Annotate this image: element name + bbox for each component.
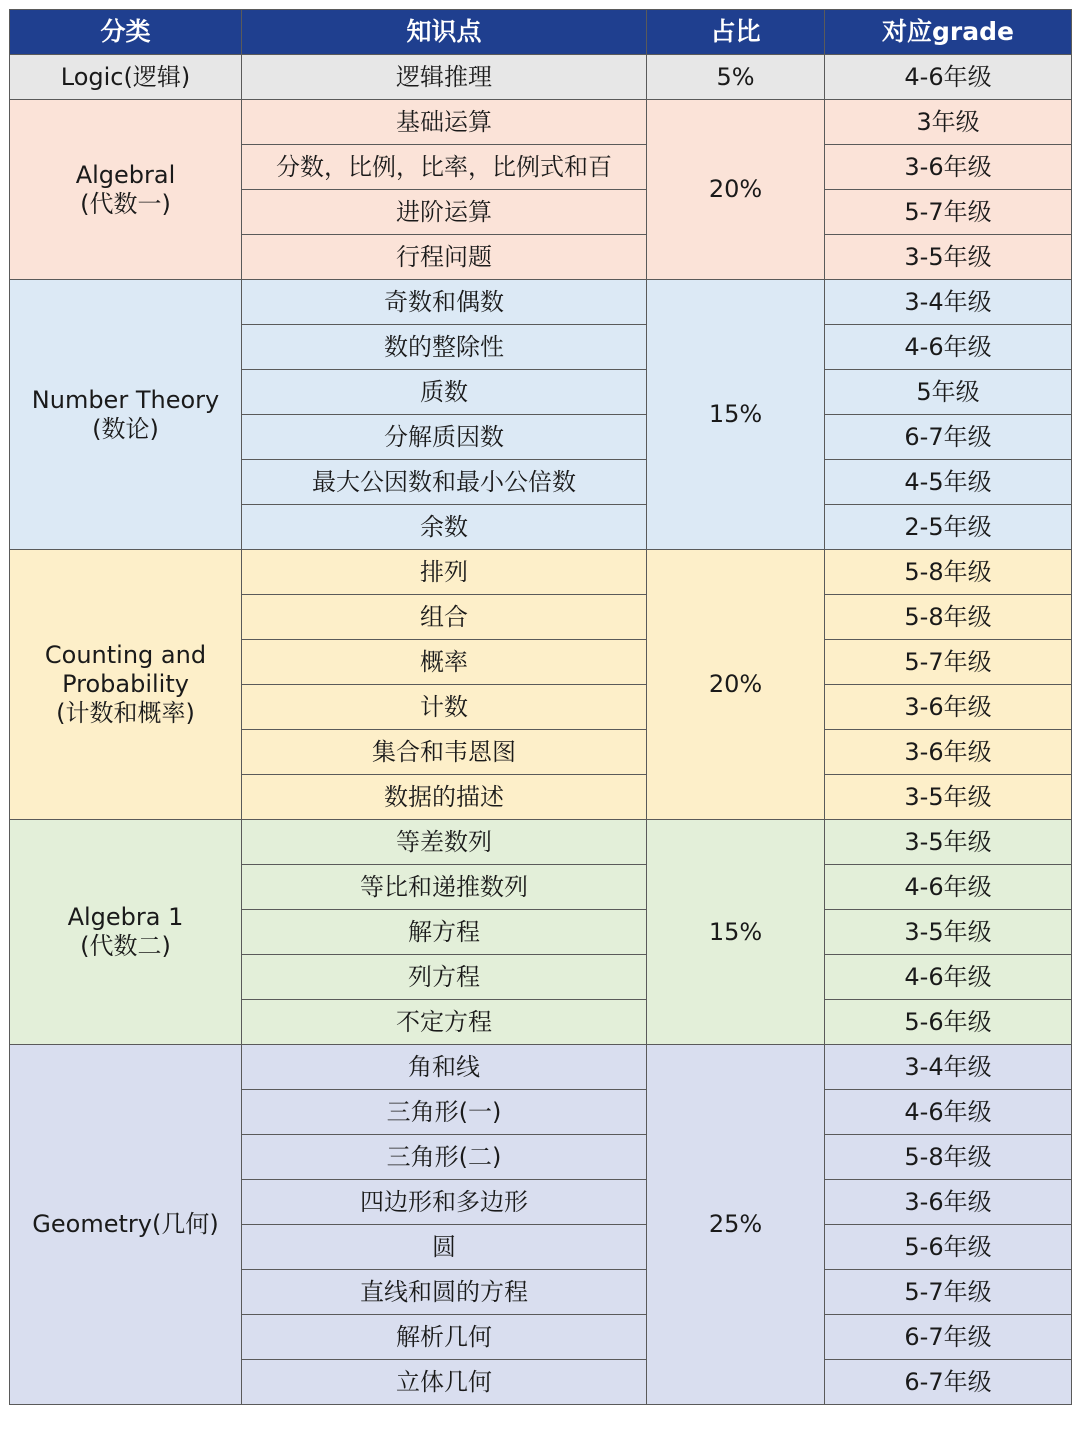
grade-cell: 6-7年级 bbox=[825, 1315, 1072, 1360]
category-subtitle: (代数二) bbox=[80, 932, 171, 960]
curriculum-table bbox=[9, 9, 1072, 1405]
share-cell: 15% bbox=[647, 280, 825, 550]
topic-cell: 质数 bbox=[242, 370, 647, 415]
header-share: 占比 bbox=[647, 10, 825, 55]
topic-cell: 解方程 bbox=[242, 910, 647, 955]
category-name: Logic(逻辑) bbox=[60, 62, 191, 91]
table-row bbox=[10, 280, 1072, 325]
grade-cell: 4-6年级 bbox=[825, 55, 1072, 100]
header-row bbox=[10, 10, 1072, 55]
table-row bbox=[10, 55, 1072, 100]
category-subtitle: (数论) bbox=[92, 414, 159, 443]
share-cell: 20% bbox=[647, 550, 825, 820]
header-category: 分类 bbox=[10, 10, 242, 55]
grade-cell: 4-5年级 bbox=[825, 460, 1072, 505]
topic-cell: 进阶运算 bbox=[242, 190, 647, 235]
topic-cell: 基础运算 bbox=[242, 100, 647, 145]
category-cell bbox=[10, 820, 242, 1045]
category-cell bbox=[10, 100, 242, 280]
grade-cell: 5-6年级 bbox=[825, 1000, 1072, 1045]
table-body bbox=[10, 55, 1072, 1405]
grade-cell: 6-7年级 bbox=[825, 1360, 1072, 1405]
topic-cell: 不定方程 bbox=[242, 1000, 647, 1045]
topic-cell: 排列 bbox=[242, 550, 647, 595]
category-name: Geometry(几何) bbox=[32, 1210, 219, 1239]
topic-cell: 逻辑推理 bbox=[242, 55, 647, 100]
category-name: Counting and Probability bbox=[44, 641, 207, 699]
grade-cell: 3-4年级 bbox=[825, 280, 1072, 325]
grade-cell: 5-7年级 bbox=[825, 640, 1072, 685]
grade-cell: 3-5年级 bbox=[825, 820, 1072, 865]
curriculum-table-wrapper bbox=[9, 9, 1071, 1405]
grade-cell: 5-7年级 bbox=[825, 190, 1072, 235]
grade-cell: 3-6年级 bbox=[825, 1180, 1072, 1225]
topic-cell: 奇数和偶数 bbox=[242, 280, 647, 325]
topic-cell: 三角形(二) bbox=[242, 1135, 647, 1180]
topic-cell: 等差数列 bbox=[242, 820, 647, 865]
grade-cell: 3-4年级 bbox=[825, 1045, 1072, 1090]
topic-cell: 分解质因数 bbox=[242, 415, 647, 460]
topic-cell: 数据的描述 bbox=[242, 775, 647, 820]
share-cell: 5% bbox=[647, 55, 825, 100]
topic-cell: 角和线 bbox=[242, 1045, 647, 1090]
grade-cell: 4-6年级 bbox=[825, 325, 1072, 370]
topic-cell: 最大公因数和最小公倍数 bbox=[242, 460, 647, 505]
topic-cell: 等比和递推数列 bbox=[242, 865, 647, 910]
grade-cell: 5-7年级 bbox=[825, 1270, 1072, 1315]
grade-cell: 2-5年级 bbox=[825, 505, 1072, 550]
topic-cell: 立体几何 bbox=[242, 1360, 647, 1405]
grade-cell: 4-6年级 bbox=[825, 865, 1072, 910]
category-cell bbox=[10, 55, 242, 100]
grade-cell: 3年级 bbox=[825, 100, 1072, 145]
grade-cell: 3-5年级 bbox=[825, 775, 1072, 820]
grade-cell: 6-7年级 bbox=[825, 415, 1072, 460]
table-row bbox=[10, 100, 1072, 145]
grade-cell: 3-6年级 bbox=[825, 685, 1072, 730]
grade-cell: 3-6年级 bbox=[825, 145, 1072, 190]
table-row bbox=[10, 1045, 1072, 1090]
topic-cell: 概率 bbox=[242, 640, 647, 685]
topic-cell: 解析几何 bbox=[242, 1315, 647, 1360]
header-grade: 对应grade bbox=[825, 10, 1072, 55]
topic-cell: 列方程 bbox=[242, 955, 647, 1000]
topic-cell: 分数，比例，比率，比例式和百 bbox=[242, 145, 647, 190]
category-cell bbox=[10, 1045, 242, 1405]
topic-cell: 余数 bbox=[242, 505, 647, 550]
grade-cell: 5年级 bbox=[825, 370, 1072, 415]
topic-cell: 直线和圆的方程 bbox=[242, 1270, 647, 1315]
share-cell: 25% bbox=[647, 1045, 825, 1405]
share-cell: 15% bbox=[647, 820, 825, 1045]
topic-cell: 三角形(一) bbox=[242, 1090, 647, 1135]
share-cell: 20% bbox=[647, 100, 825, 280]
topic-cell: 圆 bbox=[242, 1225, 647, 1270]
header-topic: 知识点 bbox=[242, 10, 647, 55]
grade-cell: 5-8年级 bbox=[825, 550, 1072, 595]
topic-cell: 组合 bbox=[242, 595, 647, 640]
grade-cell: 3-5年级 bbox=[825, 910, 1072, 955]
grade-cell: 4-6年级 bbox=[825, 1090, 1072, 1135]
table-row bbox=[10, 820, 1072, 865]
grade-cell: 5-8年级 bbox=[825, 595, 1072, 640]
grade-cell: 4-6年级 bbox=[825, 955, 1072, 1000]
topic-cell: 数的整除性 bbox=[242, 325, 647, 370]
topic-cell: 四边形和多边形 bbox=[242, 1180, 647, 1225]
category-name: Number Theory bbox=[31, 385, 220, 414]
grade-cell: 3-5年级 bbox=[825, 235, 1072, 280]
grade-cell: 3-6年级 bbox=[825, 730, 1072, 775]
grade-cell: 5-6年级 bbox=[825, 1225, 1072, 1270]
grade-cell: 5-8年级 bbox=[825, 1135, 1072, 1180]
category-name: Algebral bbox=[75, 160, 176, 189]
category-cell bbox=[10, 280, 242, 550]
topic-cell: 行程问题 bbox=[242, 235, 647, 280]
topic-cell: 计数 bbox=[242, 685, 647, 730]
category-subtitle: (代数一) bbox=[80, 189, 171, 218]
category-cell bbox=[10, 550, 242, 820]
category-subtitle: (计数和概率) bbox=[56, 698, 195, 727]
table-row bbox=[10, 550, 1072, 595]
category-name: Algebra 1 bbox=[67, 903, 184, 932]
topic-cell: 集合和韦恩图 bbox=[242, 730, 647, 775]
